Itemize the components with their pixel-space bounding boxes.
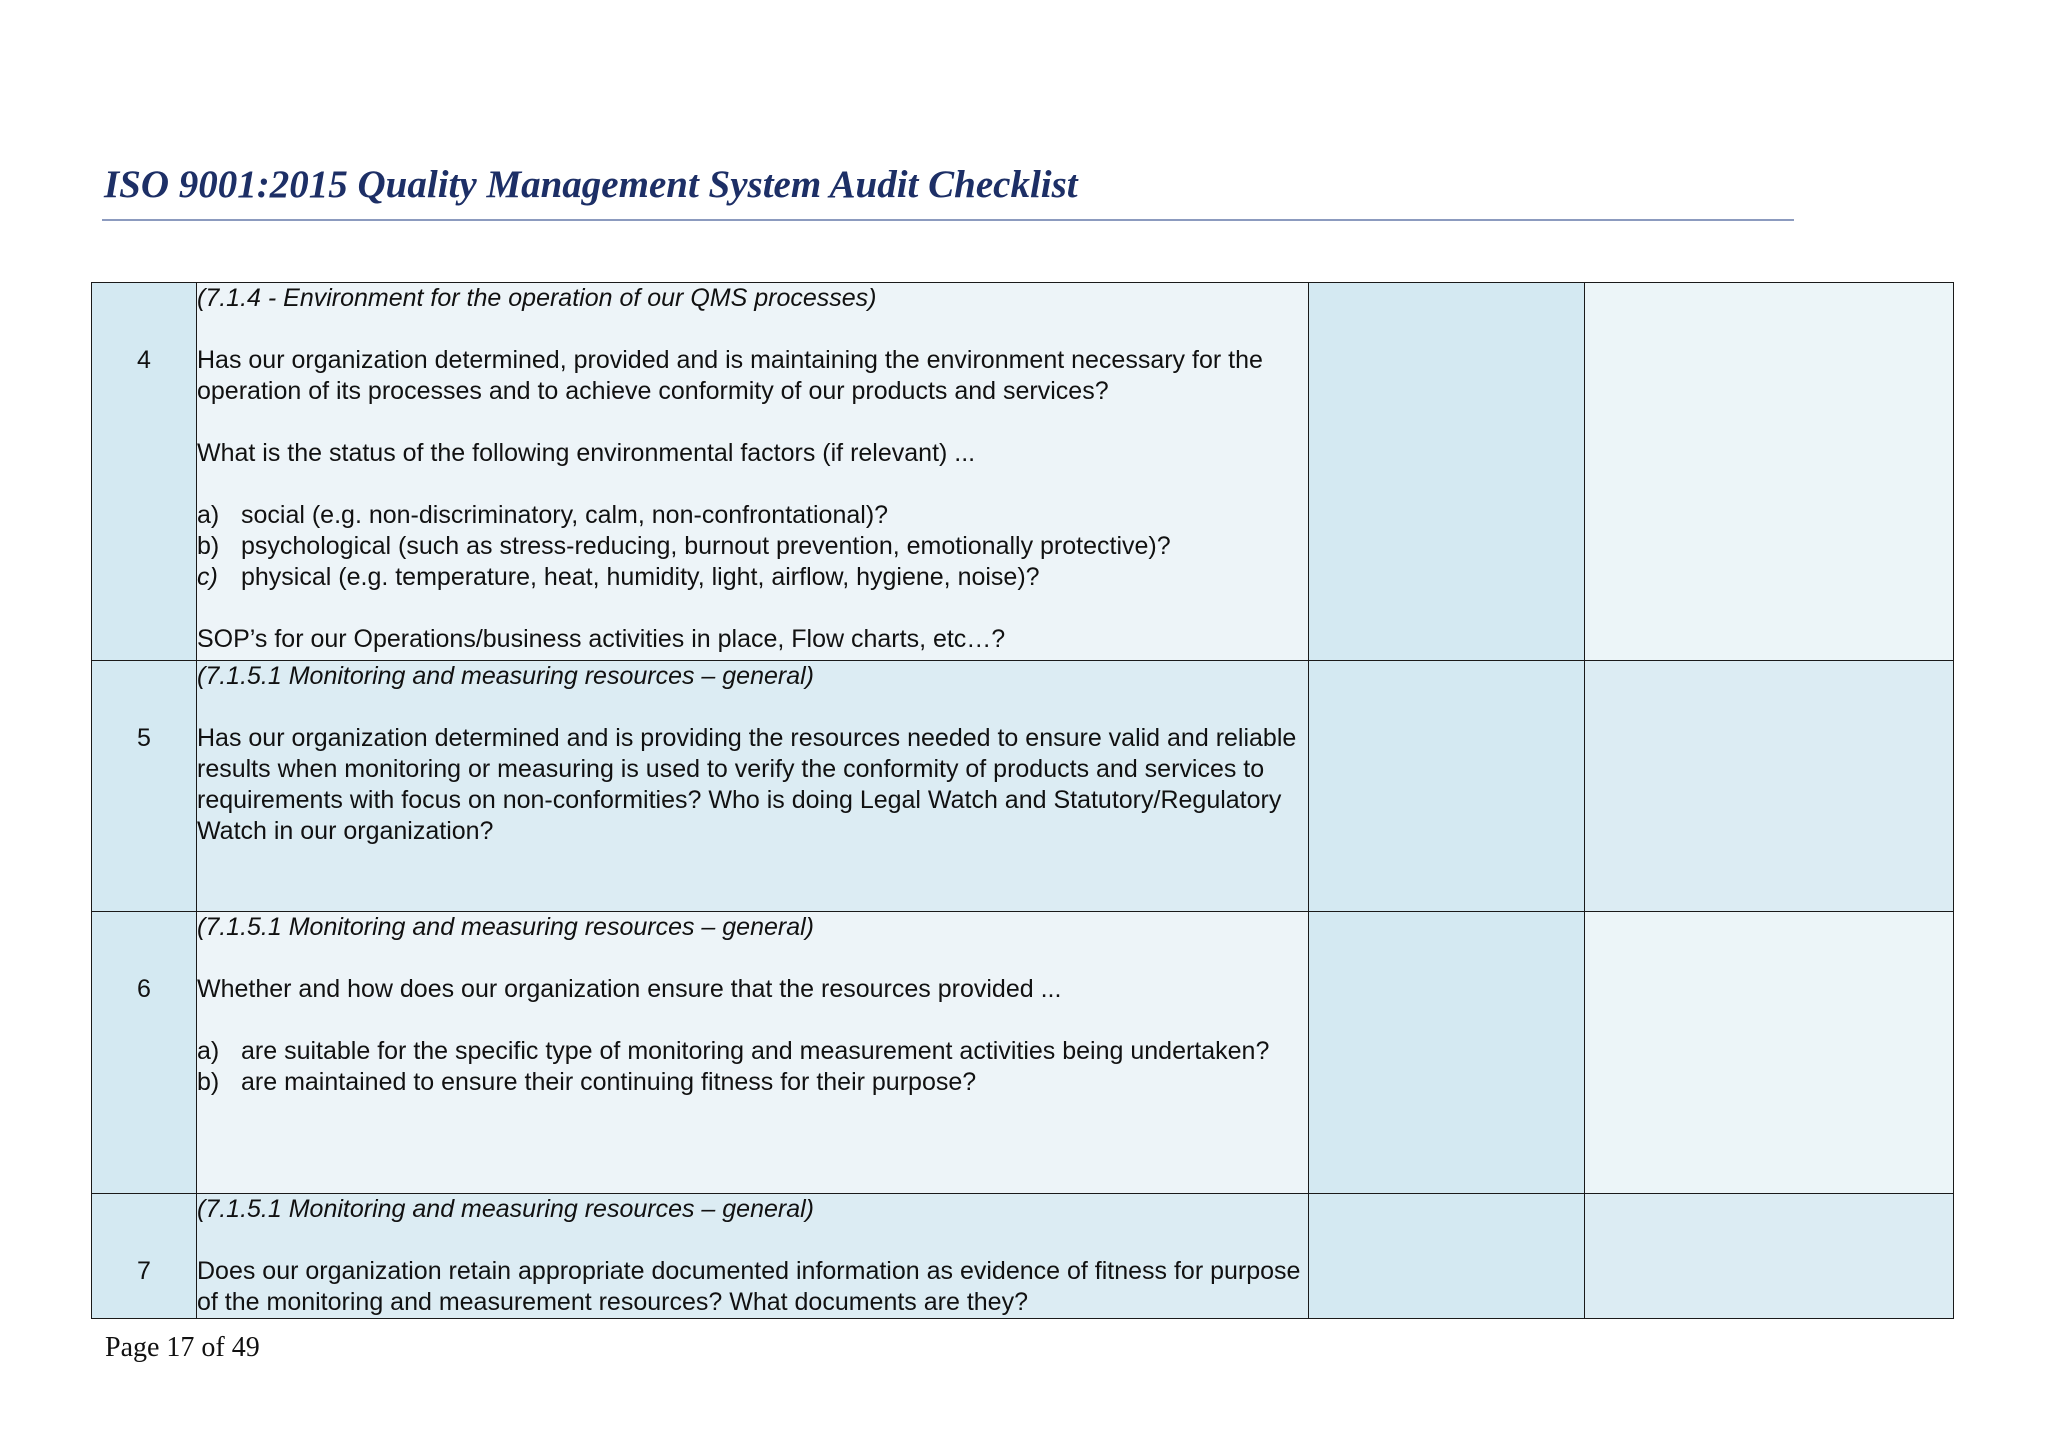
question-cell <box>197 912 1309 1194</box>
clause-reference: (7.1.5.1 Monitoring and measuring resources – general) <box>197 913 815 941</box>
compliance-cell[interactable] <box>1309 661 1585 912</box>
audit-checklist-table <box>91 282 1954 1319</box>
clause-reference: (7.1.4 - Environment for the operation of our QMS processes) <box>197 284 877 312</box>
list-text: are suitable for the specific type of monitoring and measurement activities being undertaken? <box>241 1037 1270 1065</box>
compliance-cell[interactable] <box>1309 283 1585 661</box>
row-number-cell <box>92 283 197 661</box>
row-number: 4 <box>137 346 151 374</box>
list-text: are maintained to ensure their continuing fitness for their purpose? <box>241 1068 977 1096</box>
page-number: Page 17 of 49 <box>105 1332 260 1363</box>
document-title: ISO 9001:2015 Quality Management System Audit Checklist <box>104 163 1078 206</box>
compliance-cell[interactable] <box>1309 1194 1585 1319</box>
resource-list <box>197 1036 1308 1098</box>
note-text: SOP’s for our Operations/business activities in place, Flow charts, etc…? <box>197 625 1006 653</box>
table-row <box>92 283 1954 661</box>
question-text: Has our organization determined and is providing the resources needed to ensure valid and reliable results when monitoring or measuring is used to verify the conformity of products and services to requirements with focus on non-conformities? Who is doing Legal Watch and Statutory/Regulatory Watch in our organization? <box>197 724 1297 845</box>
row-number-cell <box>92 1194 197 1319</box>
row-number-cell <box>92 661 197 912</box>
list-item <box>197 1036 1308 1067</box>
compliance-cell[interactable] <box>1309 912 1585 1194</box>
title-underline <box>102 219 1794 221</box>
clause-reference: (7.1.5.1 Monitoring and measuring resources – general) <box>197 1195 815 1223</box>
list-label: b) <box>197 532 220 560</box>
table-row <box>92 1194 1954 1319</box>
table-row <box>92 661 1954 912</box>
remarks-cell[interactable] <box>1585 283 1954 661</box>
row-number: 5 <box>137 724 151 752</box>
list-item <box>197 531 1308 562</box>
factor-list <box>197 500 1308 593</box>
factors-prompt: What is the status of the following environmental factors (if relevant) ... <box>197 439 976 467</box>
question-text: Has our organization determined, provided and is maintaining the environment necessary for the operation of its processes and to achieve conformity of our products and services? <box>197 346 1263 405</box>
question-text: Does our organization retain appropriate documented information as evidence of fitness for purpose of the monitoring and measurement resources? What documents are they? <box>197 1257 1301 1316</box>
list-item <box>197 1067 1308 1098</box>
row-number: 7 <box>137 1257 151 1285</box>
list-item <box>197 562 1308 593</box>
clause-reference: (7.1.5.1 Monitoring and measuring resources – general) <box>197 662 815 690</box>
question-cell <box>197 1194 1309 1319</box>
question-text: Whether and how does our organization ensure that the resources provided ... <box>197 975 1062 1003</box>
remarks-cell[interactable] <box>1585 912 1954 1194</box>
list-label: a) <box>197 501 220 529</box>
remarks-cell[interactable] <box>1585 1194 1954 1319</box>
list-label: a) <box>197 1037 220 1065</box>
list-text: social (e.g. non-discriminatory, calm, non-confrontational)? <box>241 501 889 529</box>
question-cell <box>197 283 1309 661</box>
list-text: physical (e.g. temperature, heat, humidity, light, airflow, hygiene, noise)? <box>241 563 1040 591</box>
list-label: b) <box>197 1068 220 1096</box>
question-cell <box>197 661 1309 912</box>
row-number: 6 <box>137 975 151 1003</box>
list-label: c) <box>197 563 218 591</box>
list-item <box>197 500 1308 531</box>
row-number-cell <box>92 912 197 1194</box>
list-text: psychological (such as stress-reducing, burnout prevention, emotionally protective)? <box>241 532 1171 560</box>
table-row <box>92 912 1954 1194</box>
remarks-cell[interactable] <box>1585 661 1954 912</box>
